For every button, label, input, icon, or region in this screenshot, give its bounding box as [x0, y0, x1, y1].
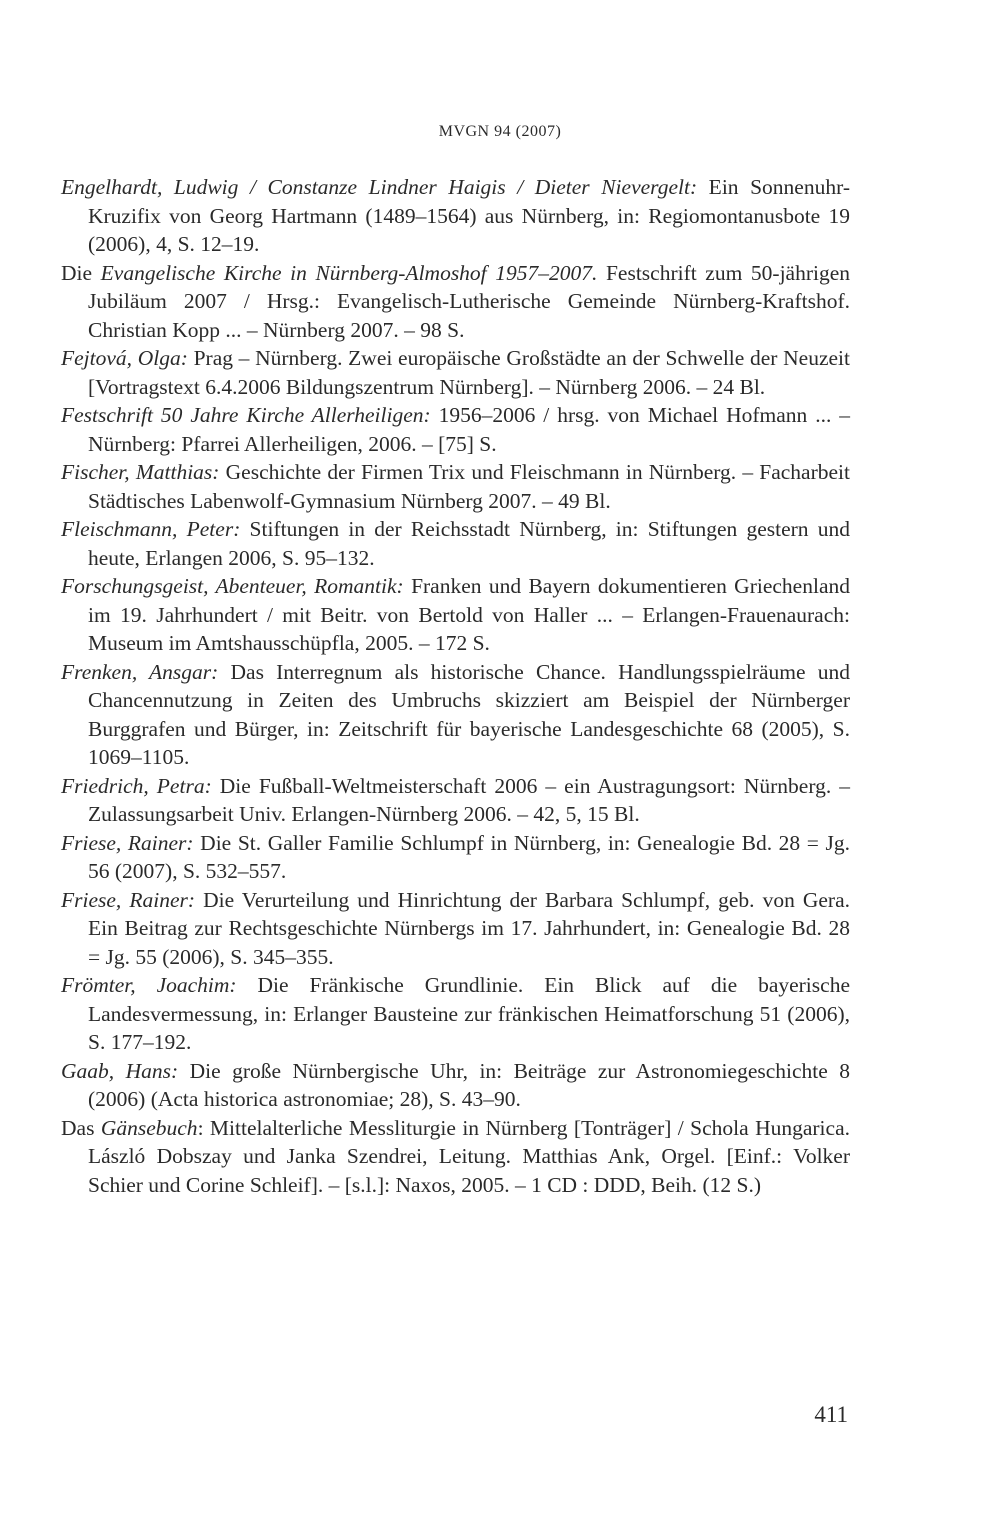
entry-text: Geschichte der Firmen Trix und Fleischmann in Nürnberg. – Facharbeit Städtisches Labenwolf-Gymnasium Nürnberg 2007. – 49 Bl.: [88, 460, 850, 513]
entry-author: Engelhardt, Ludwig / Constanze Lindner Haigis / Dieter Nievergelt:: [61, 175, 698, 199]
entry-text: Das Interregnum als historische Chance. Handlungsspielräume und Chancennutzung in Zeiten des Umbruchs skizziert am Beispiel der Nürnberger Burggrafen und Bürger, in: Zeitschrift für bayerische Landesgeschichte 68 (2005), S. 1069–1105.: [88, 659, 850, 769]
page-number: 411: [814, 1402, 848, 1427]
entry-text: Die St. Galler Familie Schlumpf in Nürnberg, in: Genealogie Bd. 28 = Jg. 56 (2007), S. 532–557.: [88, 830, 850, 883]
bibliography-entry: [61, 515, 850, 572]
entry-author: Gaab, Hans:: [61, 1058, 179, 1083]
entry-author: Friese, Rainer:: [61, 830, 194, 855]
entry-author: Friedrich, Petra:: [61, 773, 212, 798]
entry-text: Die Fränkische Grundlinie. Ein Blick auf die bayerische Landesvermessung, in: Erlanger Bausteine zur fränkischen Heimatforschung 51 (2006), S. 177–192.: [88, 973, 850, 1054]
entry-text: 1956–2006 / hrsg. von Michael Hofmann ... – Nürnberg: Pfarrei Allerheiligen, 2006. – [75] S.: [88, 403, 850, 456]
bibliography-entry: [61, 658, 850, 772]
bibliography-entry: [61, 1057, 850, 1114]
running-head: MVGN 94 (2007): [438, 123, 562, 140]
bibliography-list: [61, 173, 850, 1199]
entry-text: Festschrift zum 50-jährigen Jubiläum 2007 / Hrsg.: Evangelisch-Lutherische Gemeinde Nürnberg-Kraftshof. Christian Kopp ... – Nürnberg 2007. – 98 S.: [88, 260, 851, 342]
bibliography-entry: [61, 173, 850, 259]
entry-author: Festschrift 50 Jahre Kirche Allerheiligen:: [61, 403, 431, 427]
entry-lead: Das: [61, 1115, 101, 1140]
entry-title: Gänsebuch: [100, 1115, 198, 1140]
bibliography-entry: [61, 1114, 850, 1200]
entry-author: Fleischmann, Peter:: [61, 517, 241, 541]
bibliography-entry: [61, 886, 851, 972]
entry-text: Die Fußball-Weltmeisterschaft 2006 – ein Austragungsort: Nürnberg. – Zulassungsarbeit Univ. Erlangen-Nürnberg 2006. – 42, 5, 15 Bl.: [88, 773, 851, 826]
bibliography-entry: [61, 344, 850, 401]
entry-text: Die Verurteilung und Hinrichtung der Barbara Schlumpf, geb. von Gera. Ein Beitrag zur Rechtsgeschichte Nürnbergs im 17. Jahrhundert, in: Genealogie Bd. 28 = Jg. 55 (2006), S. 345–355.: [88, 887, 851, 969]
entry-author: Forschungsgeist, Abenteuer, Romantik:: [61, 574, 404, 598]
entry-text: : Mittelalterliche Messliturgie in Nürnberg [Tonträger] / Schola Hungarica. László Dobszay und Janka Szendrei, Leitung. Matthias Ank, Orgel. [Einf.: Volker Schier und Corine Schleif]. – [s.l.]: Naxos, 2005. – 1 CD : DDD, Beih. (12 S.): [88, 1115, 850, 1197]
bibliography-entry: [61, 458, 850, 515]
bibliography-entry: [61, 971, 850, 1057]
entry-text: Stiftungen in der Reichsstadt Nürnberg, in: Stiftungen gestern und heute, Erlangen 2006, S. 95–132.: [88, 517, 850, 570]
entry-author: Fischer, Matthias:: [61, 460, 220, 484]
entry-text: Die große Nürnbergische Uhr, in: Beiträge zur Astronomiegeschichte 8 (2006) (Acta historica astronomiae; 28), S. 43–90.: [88, 1058, 850, 1111]
bibliography-entry: [61, 401, 850, 458]
entry-text: Prag – Nürnberg. Zwei europäische Großstädte an der Schwelle der Neuzeit [Vortragstext 6.4.2006 Bildungszentrum Nürnberg]. – Nürnberg 2006. – 24 Bl.: [88, 346, 850, 399]
bibliography-entry: [61, 772, 851, 829]
bibliography-entry: [61, 829, 850, 886]
entry-author: Frömter, Joachim:: [61, 973, 237, 997]
entry-author: Frenken, Ansgar:: [61, 659, 219, 684]
entry-lead: Die: [61, 260, 101, 285]
entry-text: Ein Sonnenuhr-Kruzifix von Georg Hartmann (1489–1564) aus Nürnberg, in: Regiomontanusbote 19 (2006), 4, S. 12–19.: [88, 175, 850, 256]
entry-author: Friese, Rainer:: [61, 887, 196, 912]
entry-author: Evangelische Kirche in Nürnberg-Almoshof 1957–2007.: [100, 260, 598, 285]
bibliography-entry: [61, 259, 851, 345]
bibliography-entry: [61, 572, 850, 658]
entry-text: Franken und Bayern dokumentieren Griechenland im 19. Jahrhundert / mit Beitr. von Bertold von Haller ... – Erlangen-Frauenaurach: Museum im Amtshausschüpfla, 2005. – 172 S.: [88, 574, 850, 655]
entry-author: Fejtová, Olga:: [61, 346, 188, 370]
